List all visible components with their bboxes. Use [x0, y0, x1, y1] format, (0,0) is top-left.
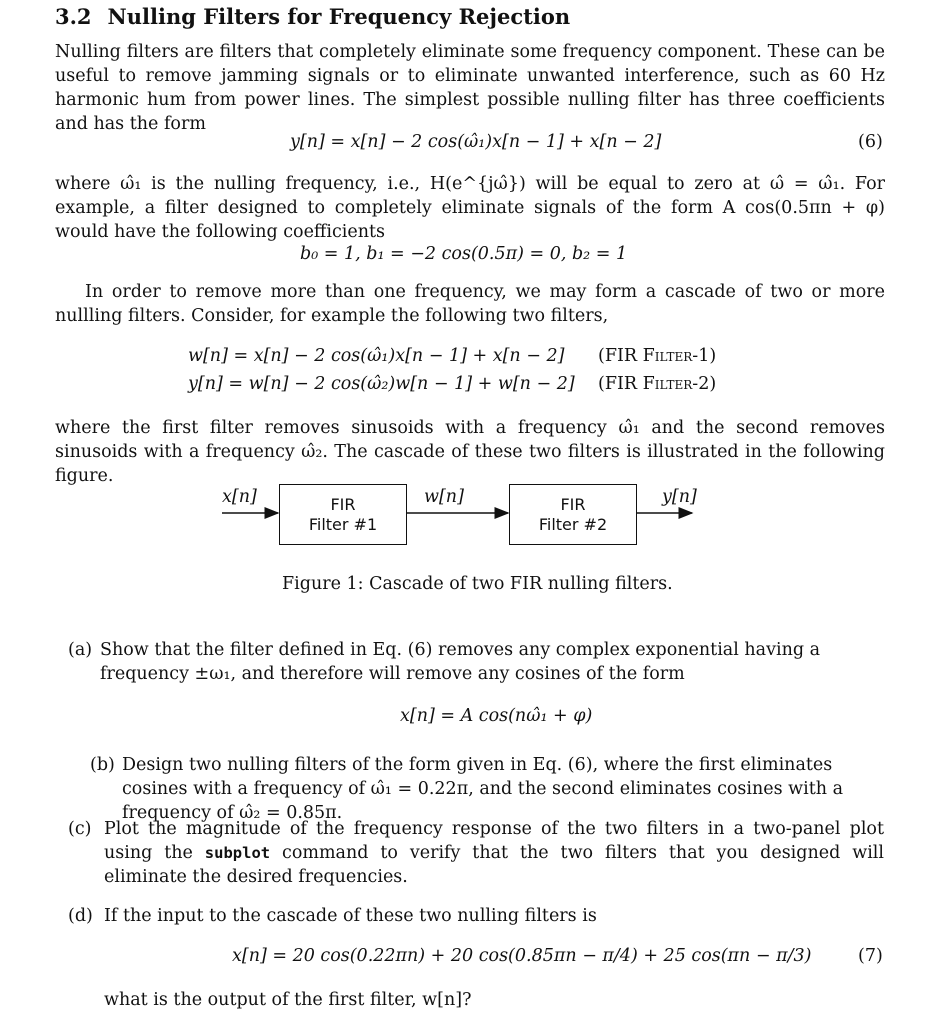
fir-filter-1-label: (FIR Filter-1) — [598, 346, 717, 366]
item-d-question: what is the output of the first filter, w[n]? — [104, 990, 472, 1010]
item-d-text: If the input to the cascade of these two nulling filters is — [104, 906, 597, 926]
filters-description-paragraph: where the first filter removes sinusoids with a frequency ω̂₁ and the second removes sinusoids with a frequency ω̂₂. The cascade of these two filters is illustrated in the following figure. — [55, 418, 885, 486]
item-c-text-before: Plot the magnitude of the frequency response of the two filters in a two-panel plot using the — [104, 819, 884, 863]
coefficients-equation: b₀ = 1, b₁ = −2 cos(0.5π) = 0, b₂ = 1 — [300, 244, 628, 264]
section-number: 3.2 — [55, 4, 92, 29]
fir-filter-2-block-line2: Filter #2 — [538, 514, 608, 534]
nulling-frequency-paragraph: where ω̂₁ is the nulling frequency, i.e., H(e^{jω̂}) will be equal to zero at ω̂ = ω̂₁. For example, a filter designed to completely eliminate signals of the form A cos(0.5πn + φ) would have the following coefficients — [55, 174, 885, 242]
fir-filter-1-block-line2: Filter #1 — [308, 514, 378, 534]
fir-filter-2-equation: y[n] = w[n] − 2 cos(ω̂₂)w[n − 1] + w[n − 2] — [188, 374, 575, 394]
section-title: Nulling Filters for Frequency Rejection — [107, 4, 571, 29]
input-signal-label: x[n] — [222, 487, 257, 507]
fir-filter-2-block — [509, 484, 637, 545]
item-c-text — [104, 817, 884, 889]
item-b-label: (b) — [90, 755, 115, 775]
subplot-command: subplot — [204, 844, 271, 862]
equation-6: y[n] = x[n] − 2 cos(ω̂₁)x[n − 1] + x[n − 2] — [290, 132, 662, 152]
figure-caption: Figure 1: Cascade of two FIR nulling filters. — [282, 574, 673, 594]
fir-filter-2-label: (FIR Filter-2) — [598, 374, 717, 394]
intro-paragraph: Nulling filters are filters that completely eliminate some frequency component. These can be useful to remove jamming signals or to eliminate unwanted interference, such as 60 Hz harmonic hum from power lines. The simplest possible nulling filter has three coefficients and has the form — [55, 42, 885, 134]
equation-6-number: (6) — [858, 132, 883, 152]
item-c-text-after: command to verify that the two filters that you designed will eliminate the desired frequencies. — [104, 843, 884, 887]
fir-filter-1-equation: w[n] = x[n] − 2 cos(ω̂₁)x[n − 1] + x[n − 2] — [188, 346, 565, 366]
output-signal-label: y[n] — [662, 487, 697, 507]
equation-7: x[n] = 20 cos(0.22πn) + 20 cos(0.85πn − π/4) + 25 cos(πn − π/3) — [232, 946, 812, 966]
item-b-text: Design two nulling filters of the form given in Eq. (6), where the first eliminates cosines with a frequency of ω̂₁ = 0.22π, and the second eliminates cosines with a frequency of ω̂₂ = 0.85π. — [122, 755, 844, 823]
fir-filter-1-block-line1: FIR — [330, 494, 356, 514]
item-d-label: (d) — [68, 906, 93, 926]
equation-7-number: (7) — [858, 946, 883, 966]
fir-filter-2-block-line1: FIR — [560, 494, 586, 514]
item-a-label: (a) — [68, 640, 93, 660]
item-a-text: Show that the filter defined in Eq. (6) removes any complex exponential having a frequency ±ω₁, and therefore will remove any cosines of the form — [100, 640, 821, 684]
item-a-equation: x[n] = A cos(nω̂₁ + φ) — [400, 706, 593, 726]
item-c-label: (c) — [68, 819, 92, 839]
fir-filter-1-block — [279, 484, 407, 545]
intermediate-signal-label: w[n] — [424, 487, 464, 507]
cascade-paragraph: In order to remove more than one frequency, we may form a cascade of two or more nullling filters. Consider, for example the following two filters, — [55, 282, 885, 326]
